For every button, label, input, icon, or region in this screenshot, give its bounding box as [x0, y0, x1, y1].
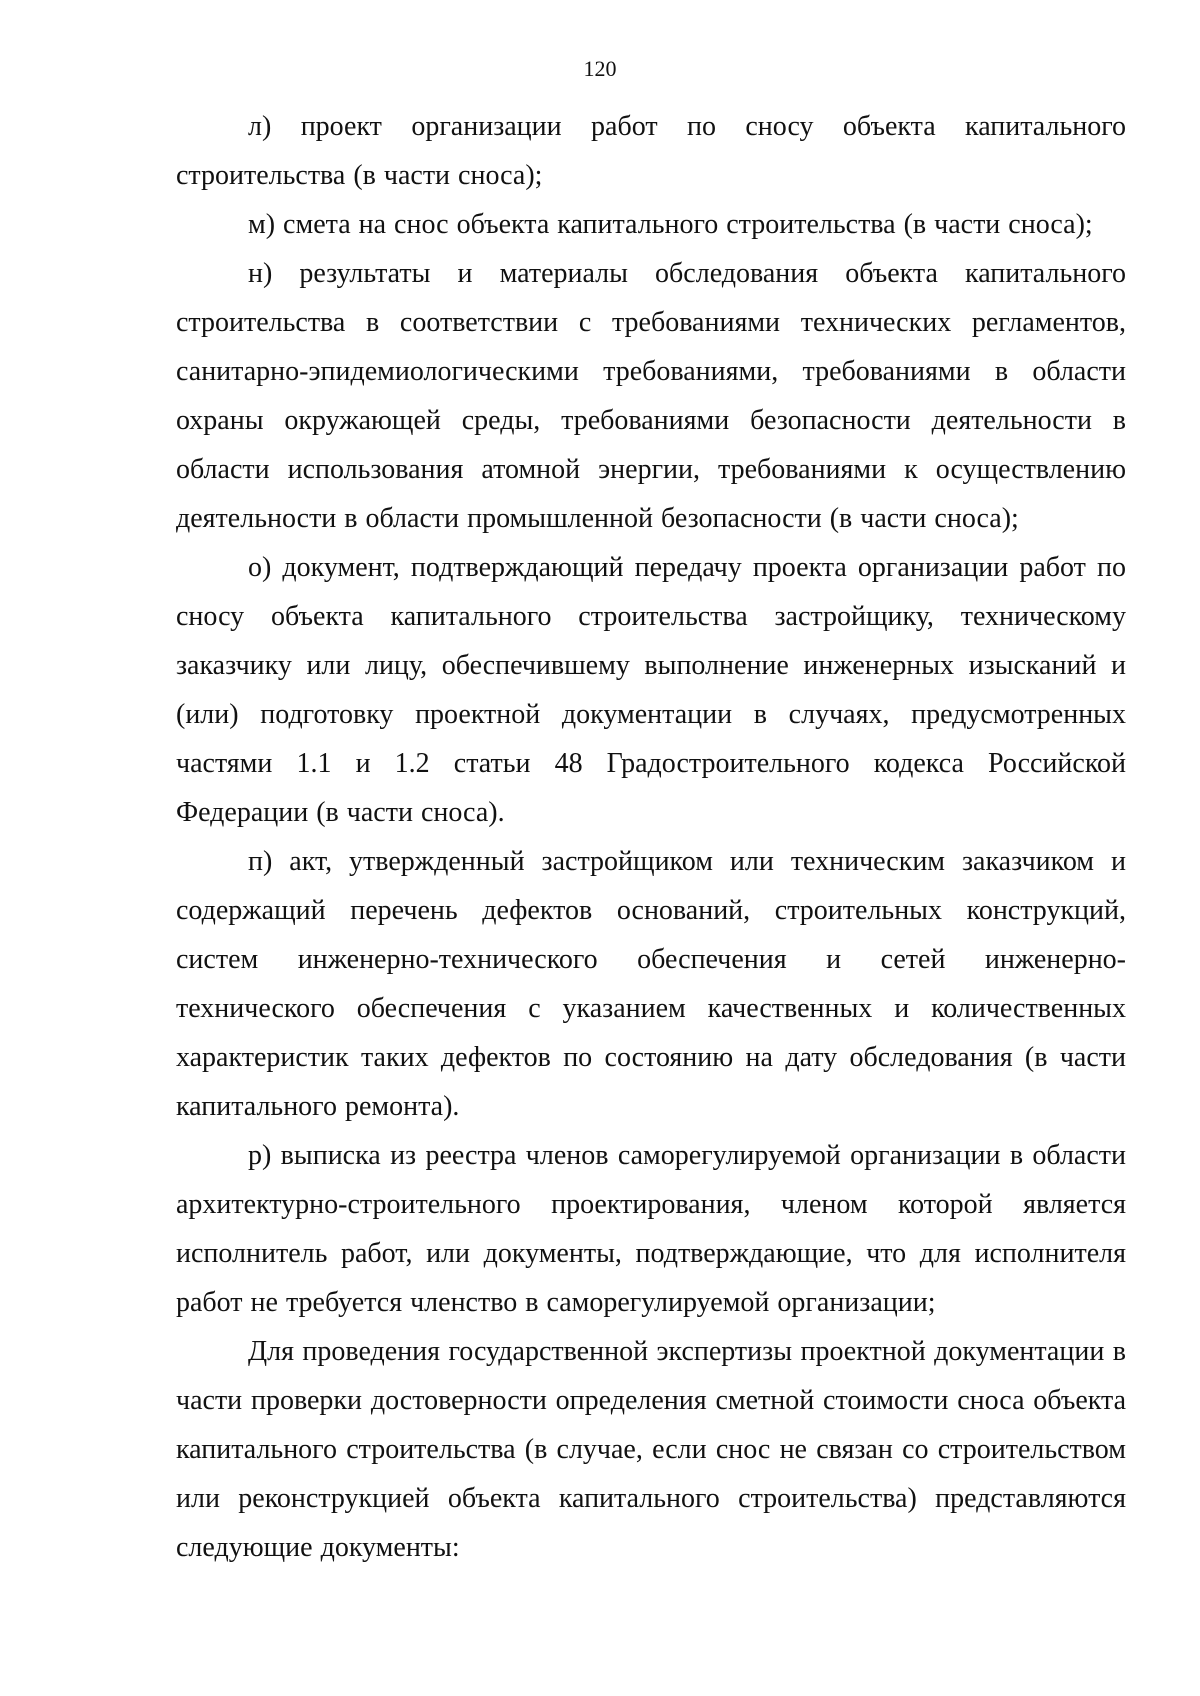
- paragraph-item-r: р) выписка из реестра членов саморегулируемой организации в области архитектурно-строительного проектирования, членом которой является исполнитель работ, или документы, подтверждающие, что для исполнителя работ не требуется членство в саморегулируемой организации;: [176, 1140, 1126, 1318]
- page-number: 120: [583, 56, 617, 81]
- paragraph-item-m: м) смета на снос объекта капитального строительства (в части сноса);: [248, 209, 1093, 240]
- paragraph-item-o: о) документ, подтверждающий передачу проекта организации работ по сносу объекта капитального строительства застройщику, техническому заказчику или лицу, обеспечившему выполнение инженерных изысканий и (или) подготовку проектной документации в случаях, предусмотренных частями 1.1 и 1.2 статьи 48 Градостроительного кодекса Российской Федерации (в части сноса).: [176, 552, 1126, 828]
- document-body: [176, 102, 1126, 1572]
- paragraph-expertise-intro: Для проведения государственной экспертизы проектной документации в части проверки достоверности определения сметной стоимости сноса объекта капитального строительства (в случае, если снос не связан со строительством или реконструкцией объекта капитального строительства) представляются следующие документы:: [176, 1336, 1126, 1563]
- paragraph-item-p: п) акт, утвержденный застройщиком или техническим заказчиком и содержащий перечень дефектов оснований, строительных конструкций, систем инженерно-технического обеспечения и сетей инженерно-технического обеспечения с указанием качественных и количественных характеристик таких дефектов по состоянию на дату обследования (в части капитального ремонта).: [176, 846, 1126, 1122]
- paragraph-item-l: л) проект организации работ по сносу объекта капитального строительства (в части сноса);: [176, 111, 1126, 191]
- paragraph-item-n: н) результаты и материалы обследования объекта капитального строительства в соответствии с требованиями технических регламентов, санитарно-эпидемиологическими требованиями, требованиями в области охраны окружающей среды, требованиями безопасности деятельности в области использования атомной энергии, требованиями к осуществлению деятельности в области промышленной безопасности (в части сноса);: [176, 258, 1126, 534]
